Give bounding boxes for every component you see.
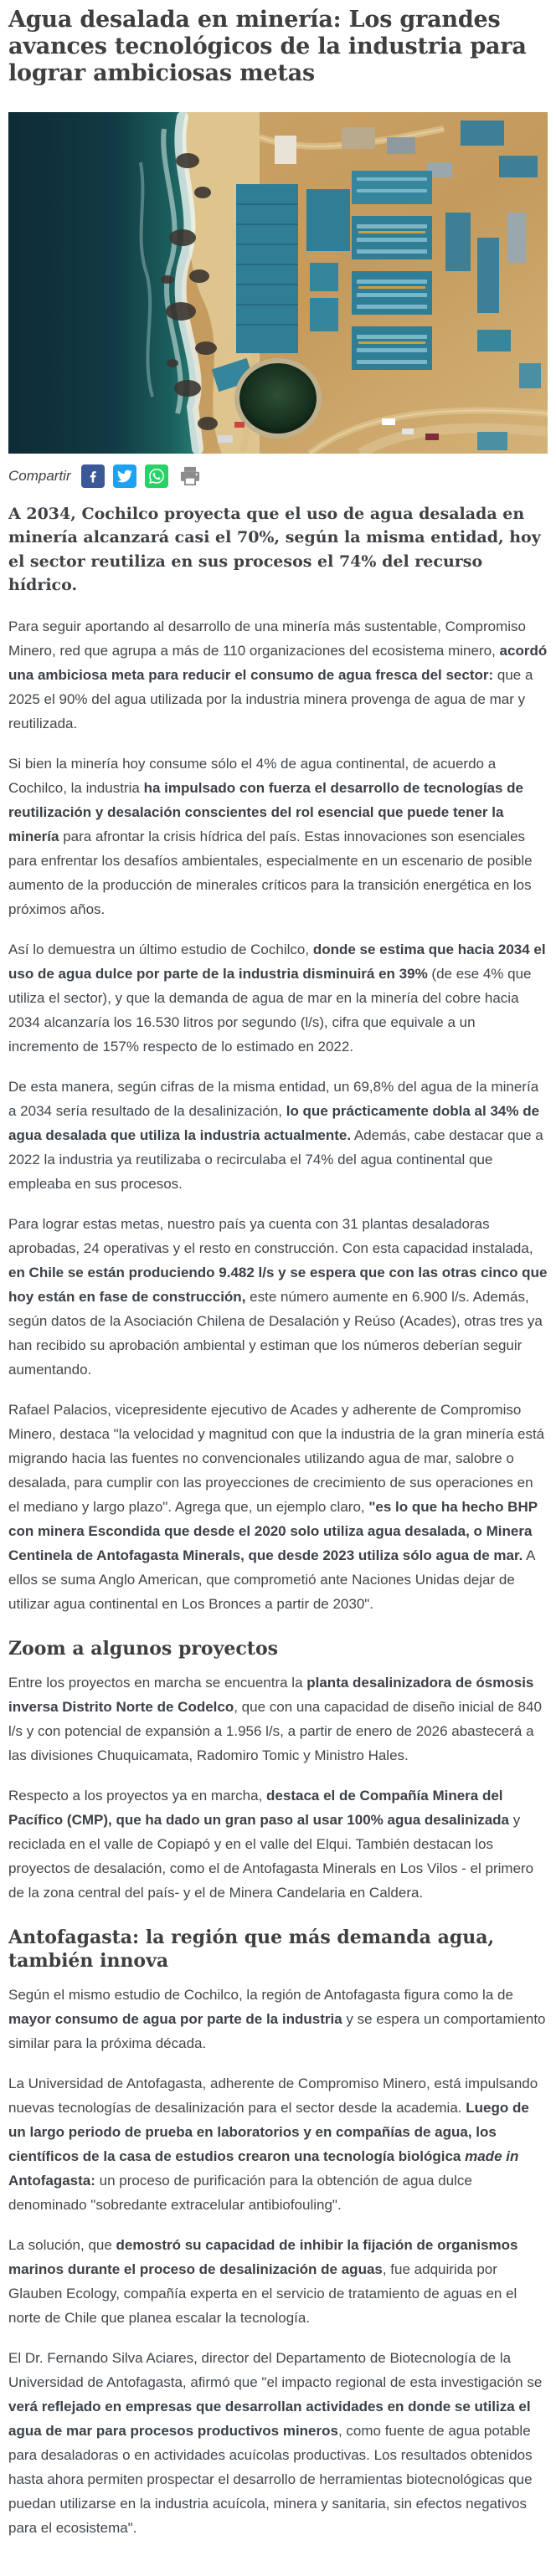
- text-run: y se espera un comportamiento similar para la próxima década.: [8, 2011, 546, 2052]
- desalination-plant-aerial-illustration: [8, 112, 548, 454]
- facebook-icon: [85, 469, 100, 484]
- text-run: este número aumente en 6.900 l/s. Además, según datos de la Asociación Chilena de Desalación y Reúso (Acades), otras tres ya han recibido su aprobación ambiental y estiman que los números deberían seguir aumentando.: [8, 1288, 543, 1378]
- text-run: A ellos se suma Anglo American, que comprometió ante Naciones Unidas dejar de utilizar agua continental en Los Bronces a partir de 2030".: [8, 1547, 535, 1612]
- text-run: , como fuente de agua potable para desaladoras o en actividades acuícolas productivas. Los resultados obtenidos hasta ahora permiten prospectar el desarrollo de herramientas biotecnológicas que puedan utilizarse en la industria acuícola, minera y sanitaria, sin efectos negativos para el ecosistema".: [8, 2423, 533, 2537]
- article-intro: A 2034, Cochilco proyecta que el uso de agua desalada en minería alcanzará casi el 70%, según la misma entidad, hoy el sector reutiliza en sus procesos el 74% del recurso hídrico.: [8, 504, 541, 595]
- text-run: Para lograr estas metas, nuestro país ya cuenta con 31 plantas desaladoras aprobadas, 24 operativas y el resto en construcción. Con esta capacidad instalada,: [8, 1215, 533, 1256]
- section-heading: [8, 1638, 548, 1661]
- text-run: mayor consumo de agua por parte de la industria: [8, 2011, 342, 2028]
- text-run: Zoom a algunos proyectos: [8, 1637, 279, 1660]
- share-whatsapp-button[interactable]: [145, 464, 168, 488]
- text-run: Antofagasta: la región que más demanda agua, también innova: [8, 1927, 495, 1972]
- text-run: donde se estima que hacia 2034 el uso de agua dulce por parte de la industria disminuirá en 39%: [8, 941, 546, 982]
- paragraph: [8, 614, 548, 736]
- whatsapp-icon: [149, 469, 164, 484]
- text-run: que a 2025 el 90% del agua utilizada por la industria minera provenga de agua de mar y reutilizada.: [8, 666, 533, 731]
- page-title: Agua desalada en minería: Los grandes avances tecnológicos de la industria para lograr ambiciosas metas: [8, 7, 527, 86]
- hero-image: [8, 112, 548, 454]
- text-run: made in: [465, 2148, 519, 2165]
- text-run: De esta manera, según cifras de la misma entidad, un 69,8% del agua de la minería a 2034 sería resultado de la desalinización,: [8, 1078, 539, 1119]
- share-twitter-button[interactable]: [113, 464, 136, 488]
- paragraph: [8, 1212, 548, 1382]
- text-run: , que con una capacidad de diseño inicial de 840 l/s y con potencial de expansión a 1.956 l/s, a partir de enero de 2026 abastecerá a las divisiones Chuquicamata, Radomiro Tomic y Ministro Hales.: [8, 1699, 542, 1764]
- text-run: para afrontar la crisis hídrica del país. Estas innovaciones son esenciales para enfrentar los desafíos ambientales, especialmente en un escenario de posible aumento de la producción de minerales críticos para la transición energética en los próximos años.: [8, 828, 533, 917]
- text-run: planta desalinizadora de ósmosis inversa Distrito Norte de Codelco: [8, 1675, 534, 1716]
- paragraph: [8, 1670, 548, 1768]
- text-run: Respecto a los proyectos ya en marcha,: [8, 1788, 267, 1804]
- share-print-button[interactable]: [177, 464, 203, 488]
- paragraph: [8, 2071, 548, 2217]
- paragraph: [8, 1983, 548, 2055]
- text-run: destaca el de Compañía Minera del Pacífico (CMP), que ha dado un gran paso al usar 100% agua desalinizada: [8, 1788, 509, 1829]
- share-label: Compartir: [8, 467, 71, 484]
- twitter-icon: [117, 469, 132, 484]
- text-run: verá reflejado en empresas que desarrollan actividades en donde se utiliza el agua de mar para procesos productivos mineros: [8, 2399, 531, 2440]
- text-run: un proceso de purificación para la obtención de agua dulce denominado "sobredante extracelular antibiofouling".: [8, 2173, 472, 2214]
- text-run: en Chile se están produciendo 9.482 l/s y se espera que con las otras cinco que hoy están en fase de construcción,: [8, 1264, 548, 1305]
- text-run: "es lo que ha hecho BHP con minera Escondida que desde el 2020 solo utiliza agua desalada, o Minera Centinela de Antofagasta Minerals, que desde 2023 utiliza sólo agua de mar.: [8, 1498, 538, 1563]
- text-run: Según el mismo estudio de Cochilco, la región de Antofagasta figura como la de: [8, 1987, 513, 2004]
- text-run: (de ese 4% que utiliza el sector), y que la demanda de agua de mar en la minería del cobre hacia 2034 alcanzaría los 16.530 litros por segundo (l/s), cifra que equivale a un incremento de 157% respecto de lo estimado en 2022.: [8, 965, 532, 1055]
- section-heading: [8, 1927, 548, 1973]
- paragraph: [8, 1783, 548, 1905]
- text-run: acordó una ambiciosa meta para reducir el consumo de agua fresca del sector:: [8, 642, 548, 683]
- text-run: ha impulsado con fuerza el desarrollo de tecnologías de reutilización y desalación conscientes del rol esencial que puede tener la minería: [8, 779, 524, 844]
- text-run: Rafael Palacios, vicepresidente ejecutivo de Acades y adherente de Compromiso Minero, destaca "la velocidad y magnitud con que la industria de la gran minería está migrando hacia las fuentes no convencionales utilizando agua de mar, salobre o desalada, para cumplir con las proyecciones de crecimiento de sus operaciones en el mediano y largo plazo". Agrega que, un ejemplo claro,: [8, 1401, 545, 1515]
- paragraph: [8, 752, 548, 921]
- share-facebook-button[interactable]: [81, 464, 105, 488]
- share-bar: [8, 464, 548, 489]
- paragraph: [8, 1075, 548, 1196]
- printer-icon: [178, 464, 203, 488]
- text-run: La Universidad de Antofagasta, adherente de Compromiso Minero, está impulsando nuevas tecnologías de desalinización para el sector desde la academia.: [8, 2076, 538, 2117]
- paragraph: [8, 2346, 548, 2540]
- paragraph: [8, 937, 548, 1059]
- text-run: demostró su capacidad de inhibir la fijación de organismos marinos durante el proceso de desalinización de aguas: [8, 2237, 518, 2278]
- paragraph: [8, 2233, 548, 2330]
- text-run: y reciclada en el valle de Copiapó y en el valle del Elqui. También destacan los proyectos de desalación, como el de Antofagasta Minerals en Los Vilos - el primero de la zona central del país- y el de Minera Candelaria en Caldera.: [8, 1812, 534, 1901]
- text-run: lo que prácticamente dobla al 34% de agua desalada que utiliza la industria actualmente.: [8, 1102, 540, 1143]
- text-run: El Dr. Fernando Silva Aciares, director del Departamento de Biotecnología de la Universidad de Antofagasta, afirmó que "el impacto regional de esta investigación se: [8, 2350, 543, 2391]
- text-run: La solución, que: [8, 2237, 116, 2254]
- text-run: Entre los proyectos en marcha se encuentra la: [8, 1675, 307, 1691]
- text-run: Luego de un largo periodo de prueba en laboratorios y en compañías de agua, los científicos de la casa de estudios crearon una tecnología biológica: [8, 2100, 529, 2165]
- text-run: Si bien la minería hoy consume sólo el 4% de agua continental, de acuerdo a Cochilco, la industria: [8, 755, 497, 796]
- text-run: Antofagasta:: [8, 2173, 95, 2189]
- text-run: Además, cabe destacar que a 2022 la industria ya reutilizaba o recirculaba el 74% del agua continental que empleaba en sus procesos.: [8, 1126, 543, 1192]
- text-run: , fue adquirida por Glauben Ecology, compañía experta en el servicio de tratamiento de aguas en el norte de Chile que planea escalar la tecnología.: [8, 2261, 517, 2327]
- paragraph: [8, 1398, 548, 1616]
- article-body: [8, 614, 548, 2541]
- text-run: Así lo demuestra un último estudio de Cochilco,: [8, 941, 313, 957]
- text-run: Para seguir aportando al desarrollo de una minería más sustentable, Compromiso Minero, red que agrupa a más de 110 organizaciones del ecosistema minero,: [8, 618, 526, 659]
